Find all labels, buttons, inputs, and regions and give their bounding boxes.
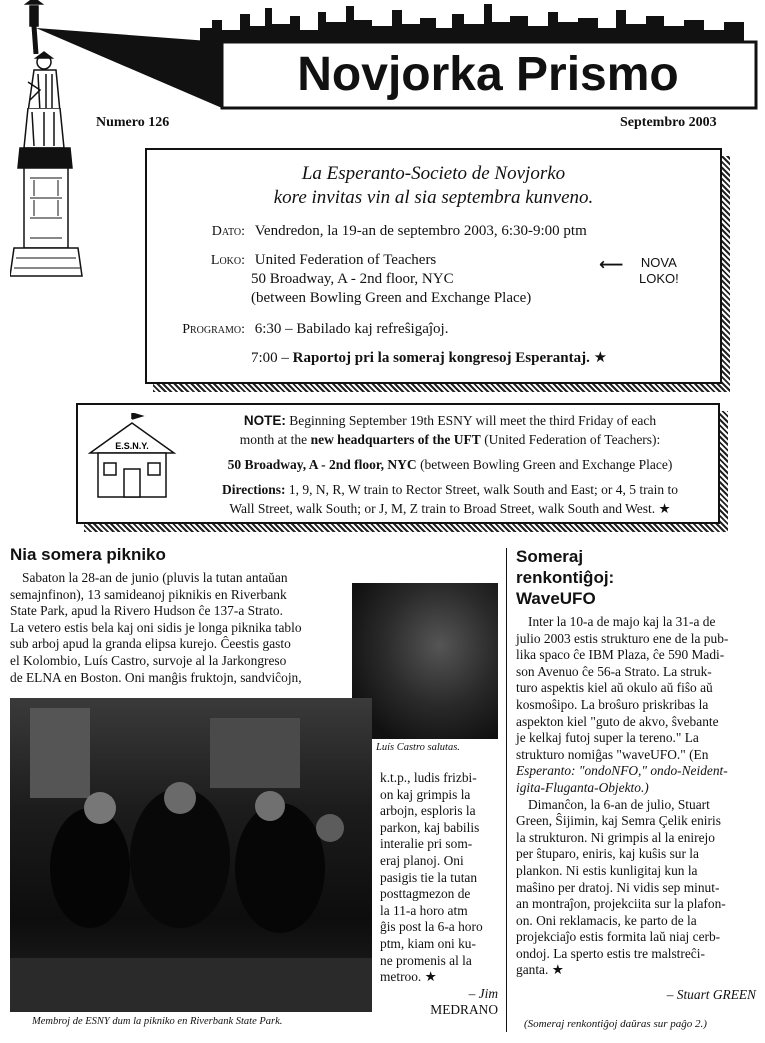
article1-line: sub arboj apud la granda elipsa kurejo. Ĉeestis gasto <box>10 636 291 652</box>
note-line-2b: new headquarters of the UFT <box>310 432 481 447</box>
new-location-badge <box>639 255 679 287</box>
article2-line: julio 2003 estis strukturo ene de la pub- <box>516 630 729 646</box>
article2-line: ondoj. La sperto estis tre malstreĉi- <box>516 945 705 961</box>
article2-line: on. Oni reklamacis, ke parto de la <box>516 912 697 928</box>
note-address-rest: (between Bowling Green and Exchange Place) <box>420 457 673 472</box>
program-row <box>147 320 720 339</box>
article2-line: lika spaco ĉe IBM Plaza, ĉe 590 Madi- <box>516 647 725 663</box>
article1-line: el Kolombio, Luís Castro, survoje al la Jarkongreso <box>10 652 287 668</box>
article1-cont-line: ĝis post la 6-a horo <box>380 919 483 935</box>
article1-title: Nia somera pikniko <box>10 545 166 564</box>
article1-cont-line: interalie pri som- <box>380 836 473 852</box>
column-divider <box>506 548 507 1032</box>
note-line-2a: month at the <box>239 432 308 447</box>
issue-date: Septembro 2003 <box>620 115 717 130</box>
article1-line: Sabaton la 28-an de junio (pluvis la tutan antaŭan <box>22 570 288 585</box>
statue-pedestal <box>10 108 110 288</box>
article2-title <box>516 546 614 609</box>
schoolhouse-icon <box>82 413 182 503</box>
article2-line: Green, Ŝijimin, kaj Semra Çelik eniris <box>516 813 721 829</box>
issue-number: Numero 126 <box>96 115 170 130</box>
note-box <box>76 403 720 524</box>
note-address: 50 Broadway, A - 2nd floor, NYC <box>227 457 417 472</box>
masthead <box>0 0 765 112</box>
article1-cont-line: eraj planoj. Oni <box>380 852 464 868</box>
masthead-title: Novjorka Prismo <box>297 48 679 101</box>
article1-cont-line: ptm, kiam oni ku- <box>380 935 476 951</box>
article1-cont-line: metroo. <box>380 969 422 985</box>
place-line-3: (between Bowling Green and Exchange Place) <box>251 290 532 306</box>
article2-line: kosmoŝipo. La broŝuro priskribas la <box>516 696 709 712</box>
program-label: Programo: <box>182 322 245 337</box>
note-label: NOTE: <box>243 413 286 428</box>
invitation-heading-2: kore invitas vin al sia septembra kunveno. <box>273 187 594 208</box>
photo1-caption: Luís Castro salutas. <box>376 742 460 753</box>
directions-line-1: 1, 9, N, R, W train to Rector Street, walk South and East; or 4, 5 train to <box>288 482 678 497</box>
place-line-2: 50 Broadway, A - 2nd floor, NYC <box>251 271 454 287</box>
article1-cont-line: k.t.p., ludis frizbi- <box>380 770 477 785</box>
article1-cont-line: on kaj grimpis la <box>380 786 471 802</box>
article2-line: la strukturon. Ni grimpis al la enirejo <box>516 829 715 845</box>
place-label: Loko: <box>210 253 245 268</box>
article2-author: – Stuart GREEN <box>666 987 756 1003</box>
photo2-caption: Membroj de ESNY dum la pikniko en Riverbank State Park. <box>32 1016 283 1027</box>
article1-line: La vetero estis bela kaj oni sidis je longa piknika tablo <box>10 619 302 635</box>
skyline-silhouette <box>200 4 744 42</box>
invitation-box <box>145 148 722 384</box>
star-icon: ★ <box>593 350 608 366</box>
note-line-2c: (United Federation of Teachers): <box>484 432 661 447</box>
star-icon: ★ <box>551 962 564 978</box>
star-icon: ★ <box>424 969 437 985</box>
article2-line: turo aspektis kiel aŭ okulo aŭ fiŝo aŭ <box>516 680 713 696</box>
article1-line: State Park, apud la Rivero Hudson ĉe 137-a Strato. <box>10 603 283 619</box>
article2-line: maŝino per dratoj. Ni vidis sep minut- <box>516 879 720 895</box>
article1-cont-line: parkon, kaj babilis <box>380 819 480 835</box>
article1-cont-line: pasigis tie la tutan <box>380 869 478 885</box>
article2-line: strukturo nomiĝas "waveUFO." (En <box>516 746 709 762</box>
article2-line: per ŝtuparo, eniris, kaj kuŝis sur la <box>516 846 699 862</box>
article1-cont-line: ne promenis al la <box>380 952 472 968</box>
torch-beam <box>36 28 222 108</box>
date-label: Dato: <box>211 224 245 239</box>
article1-line: semajnfinon), 13 samideanoj piknikis en Riverbank <box>10 586 287 602</box>
photo-luis-castro <box>352 583 498 739</box>
article1-cont-line: la 11-a horo atm <box>380 902 468 918</box>
logo-text: E.S.N.Y. <box>115 441 149 451</box>
article1-author-first: – Jim <box>468 985 498 1001</box>
program-item-2 <box>147 349 720 368</box>
date-row <box>147 222 720 241</box>
article2-line: aspekton kiel "guto de akvo, ŝvebante <box>516 713 719 729</box>
new-location-line-1: NOVA <box>640 255 677 270</box>
place-row <box>147 251 720 308</box>
article2-line: son Avenuo ĉe 56-a Strato. La struk- <box>516 663 712 679</box>
article1-line: de ELNA en Boston. Oni manĝis fruktojn, sandviĉojn, <box>10 669 302 685</box>
article2-body <box>516 614 756 1004</box>
article2-line: Inter la 10-a de majo kaj la 31-a de <box>528 614 716 629</box>
article2-line: je kelkaj futoj super la tereno." La <box>516 730 699 746</box>
article2-line: Dimanĉon, la 6-an de julio, Stuart <box>528 796 710 812</box>
article2-title-line-2: renkontiĝoj: <box>516 568 615 587</box>
photo-picnic-texture <box>10 698 372 1012</box>
left-arrow-icon: ⟵ <box>599 255 624 274</box>
date-value: Vendredon, la 19-an de septembro 2003, 6:30-9:00 ptm <box>254 223 587 239</box>
program-item-2-text: Raportoj pri la someraj kongresoj Esperantaj. <box>292 350 590 366</box>
article1-body <box>10 570 350 686</box>
note-line-1: Beginning September 19th ESNY will meet the third Friday of each <box>289 413 657 428</box>
article1-cont-line: posttagmezon de <box>380 886 471 902</box>
article1-author-last: MEDRANO <box>430 1002 498 1018</box>
place-line-1: United Federation of Teachers <box>254 252 437 268</box>
article2-title-line-1: Someraj <box>516 547 584 566</box>
article1-cont-line: arbojn, esploris la <box>380 803 476 819</box>
program-item-1: 6:30 – Babilado kaj refreŝigaĵoj. <box>254 321 449 337</box>
article2-line: projekciaĵo estis formita laŭ niaj cerb- <box>516 929 721 945</box>
article2-title-line-3: WaveUFO <box>516 589 596 608</box>
article2-continued-note: (Someraj renkontiĝoj daŭras sur paĝo 2.) <box>524 1018 707 1030</box>
directions-label: Directions: <box>222 482 286 497</box>
statue-of-liberty-icon <box>26 0 60 112</box>
article2-line: plankon. Ni estis kunligitaj kun la <box>516 862 698 878</box>
article2-line: ganta. <box>516 962 549 978</box>
article2-line: Esperanto: "ondoNFO," ondo-Neident- <box>516 763 728 779</box>
star-icon: ★ <box>658 501 671 516</box>
directions-line-2: Wall Street, walk South; or J, M, Z train to Broad Street, walk South and West. <box>229 501 656 516</box>
photo-picnic-group <box>10 698 372 1012</box>
article2-line: an montraĵon, projekciita sur la plafon- <box>516 896 726 912</box>
note-text <box>190 411 710 518</box>
article1-continued <box>380 770 498 1019</box>
program-item-2-time: 7:00 – <box>251 350 289 366</box>
invitation-heading-1: La Esperanto-Societo de Novjorko <box>301 163 566 184</box>
new-location-line-2: LOKO! <box>639 271 679 286</box>
article2-line: igita-Fluganta-Objekto.) <box>516 779 649 795</box>
